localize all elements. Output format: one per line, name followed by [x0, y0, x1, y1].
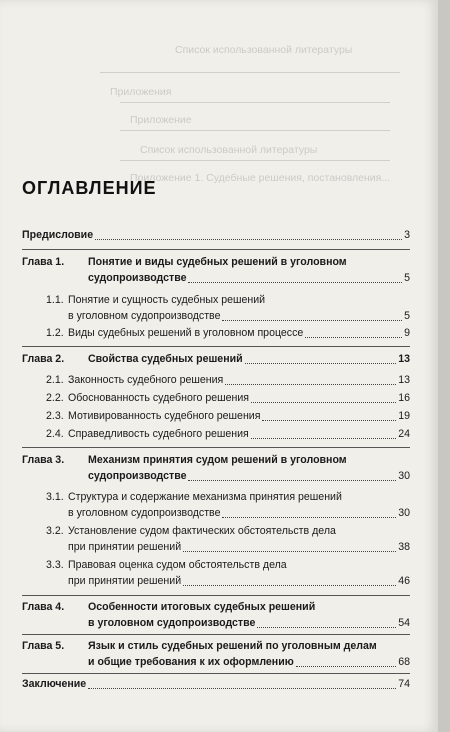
- toc-entry-label: Заключение: [22, 678, 87, 690]
- toc-page-number: 5: [404, 310, 410, 322]
- bleed-through-text: [0, 0, 438, 190]
- section-number: 3.3.: [46, 559, 64, 571]
- section-number: 2.1.: [46, 374, 64, 386]
- toc-entry-label-cont: при принятии решений: [68, 575, 182, 587]
- chapter-number: Глава 1.: [22, 256, 65, 268]
- toc-entry-label-cont: и общие требования к их оформлению: [88, 656, 294, 668]
- toc-entry-chapter-5[interactable]: [22, 638, 410, 670]
- toc-entry-label: Свойства судебных решений: [88, 353, 243, 365]
- section-number: 3.1.: [46, 491, 64, 503]
- toc-entry-label: Особенности итоговых судебных решений: [88, 601, 316, 613]
- toc-page-number: 46: [398, 575, 410, 587]
- toc-page-number: 3: [404, 229, 410, 241]
- toc-divider: [22, 249, 410, 250]
- toc-divider: [22, 595, 410, 596]
- ghost-line: Список использованной литературы: [140, 144, 318, 156]
- ghost-line: Список использованной литературы: [175, 44, 353, 56]
- toc-divider: [22, 447, 410, 448]
- section-number: 1.1.: [46, 294, 64, 306]
- toc-entry-label: Справедливость судебного решения: [68, 428, 249, 440]
- toc-entry-label-cont: при принятии решений: [68, 541, 182, 553]
- toc-page-number: 19: [398, 410, 410, 422]
- toc-entry-label-cont: судопроизводстве: [88, 272, 187, 284]
- toc-entry-label: Установление судом фактических обстоятельств дела: [68, 525, 336, 537]
- section-number: 3.2.: [46, 525, 64, 537]
- toc-entry-label: Обоснованность судебного решения: [68, 392, 249, 404]
- ghost-line: Приложение 1. Судебные решения, постановления...: [130, 172, 391, 184]
- chapter-number: Глава 5.: [22, 640, 65, 652]
- toc-page-number: 74: [398, 678, 410, 690]
- chapter-number: Глава 3.: [22, 454, 65, 466]
- toc-entry-section-3-1[interactable]: [22, 489, 410, 521]
- toc-entry-label: Правовая оценка судом обстоятельств дела: [68, 559, 287, 571]
- toc-entry-chapter-2[interactable]: [22, 351, 410, 367]
- toc-entry-label: Виды судебных решений в уголовном процессе: [68, 327, 304, 339]
- toc-entry-label: Мотивированность судебного решения: [68, 410, 261, 422]
- chapter-number: Глава 4.: [22, 601, 65, 613]
- section-number: 2.2.: [46, 392, 64, 404]
- toc-entry-chapter-3[interactable]: [22, 452, 410, 484]
- toc-entry-section-2-4[interactable]: [22, 426, 410, 442]
- toc-entry-chapter-4[interactable]: [22, 599, 410, 631]
- toc-page-number: 13: [398, 353, 410, 365]
- toc-page-number: 5: [404, 272, 410, 284]
- toc-entry-label: Понятие и сущность судебных решений: [68, 294, 266, 306]
- section-number: 2.3.: [46, 410, 64, 422]
- toc-entry-label: Предисловие: [22, 229, 94, 241]
- ghost-line: Приложения: [110, 86, 172, 98]
- section-number: 1.2.: [46, 327, 64, 339]
- toc-entry-label: Законность судебного решения: [68, 374, 224, 386]
- toc-entry-conclusion[interactable]: [22, 676, 410, 692]
- toc-entry-label: Понятие и виды судебных решений в уголовном: [88, 256, 347, 268]
- toc-entry-section-1-1[interactable]: [22, 292, 410, 324]
- toc-page-number: 13: [398, 374, 410, 386]
- toc-page-number: 68: [398, 656, 410, 668]
- toc-divider: [22, 634, 410, 635]
- toc-entry-preface[interactable]: [22, 227, 410, 243]
- toc-page-number: 9: [404, 327, 410, 339]
- toc-page-number: 24: [398, 428, 410, 440]
- toc-entry-label-cont: в уголовном судопроизводстве: [68, 310, 221, 322]
- toc-entry-label-cont: в уголовном судопроизводстве: [68, 507, 221, 519]
- toc-divider: [22, 673, 410, 674]
- toc-entry-section-3-2[interactable]: [22, 523, 410, 555]
- toc-entry-chapter-1[interactable]: [22, 254, 410, 286]
- toc-entry-label-cont: судопроизводстве: [88, 470, 187, 482]
- toc-entry-section-2-1[interactable]: [22, 372, 410, 388]
- toc-page-number: 30: [398, 507, 410, 519]
- toc-page-number: 30: [398, 470, 410, 482]
- chapter-number: Глава 2.: [22, 353, 65, 365]
- toc-entry-label: Структура и содержание механизма принятия решений: [68, 491, 342, 503]
- toc-page-number: 54: [398, 617, 410, 629]
- section-number: 2.4.: [46, 428, 64, 440]
- toc-divider: [22, 346, 410, 347]
- toc-page-number: 16: [398, 392, 410, 404]
- ghost-line: Приложение: [130, 114, 192, 126]
- toc-entry-section-1-2[interactable]: [22, 325, 410, 341]
- toc-entry-section-3-3[interactable]: [22, 557, 410, 589]
- toc-entry-label: Язык и стиль судебных решений по уголовным делам: [88, 640, 377, 652]
- toc-entry-section-2-2[interactable]: [22, 390, 410, 406]
- toc-entry-label: Механизм принятия судом решений в уголовном: [88, 454, 347, 466]
- toc-entry-label-cont: в уголовном судопроизводстве: [88, 617, 256, 629]
- toc-page-number: 38: [398, 541, 410, 553]
- toc-heading: ОГЛАВЛЕНИЕ: [22, 178, 157, 198]
- toc-entry-section-2-3[interactable]: [22, 408, 410, 424]
